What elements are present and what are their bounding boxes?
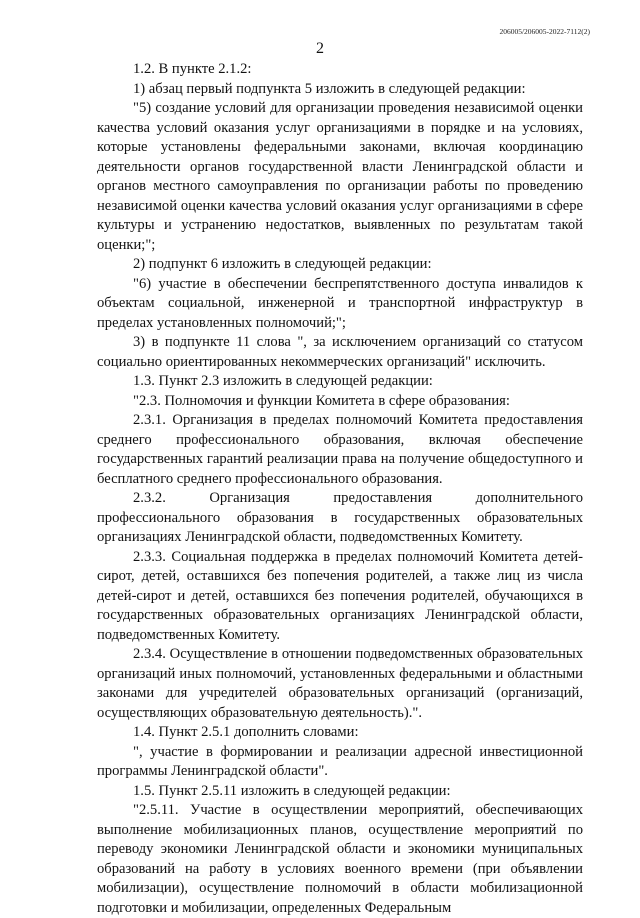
paragraph-quote-6: "6) участие в обеспечении беспрепятственного доступа инвалидов к объектам социальной, инженерной и транспортной инфраструктур в пределах установленных полномочий;"; (97, 275, 583, 331)
paragraph-1-4-addition: ", участие в формировании и реализации адресной инвестиционной программы Ленинградской области". (97, 743, 583, 779)
document-number: 206005/206005-2022-7112(2) (499, 27, 590, 36)
document-body (97, 60, 583, 918)
paragraph-subitem-2: 2) подпункт 6 изложить в следующей редакции: (133, 256, 432, 272)
paragraph-2-3-4: 2.3.4. Осуществление в отношении подведомственных образовательных организаций иных полномочий, установленных федеральными и областными законами для учредителей образовательных организаций (организаций, осуществляющих образовательную деятельность).". (97, 646, 583, 721)
paragraph-1-5: 1.5. Пункт 2.5.11 изложить в следующей редакции: (133, 782, 451, 799)
page-number: 2 (316, 40, 324, 57)
paragraph-subitem-1: 1) абзац первый подпункта 5 изложить в следующей редакции: (133, 80, 526, 97)
paragraph-2-3-2: 2.3.2. Организация предоставления дополнительного профессионального образования в государственных образовательных организациях Ленинградской области, подведомственных Комитету. (97, 490, 583, 545)
paragraph-2-3-1: 2.3.1. Организация в пределах полномочий Комитета предоставления среднего профессионального образования, включая обеспечение государственных гарантий реализации права на получение общедоступного и бесплатного среднего профессионального образования. (97, 412, 583, 487)
paragraph-1-3: 1.3. Пункт 2.3 изложить в следующей редакции: (133, 373, 433, 389)
paragraph-1-4: 1.4. Пункт 2.5.1 дополнить словами: (133, 724, 359, 740)
paragraph-subitem-3: 3) в подпункте 11 слова ", за исключением организаций со статусом социально ориентированных некоммерческих организаций" исключить. (97, 334, 583, 370)
paragraph-2-3: "2.3. Полномочия и функции Комитета в сфере образования: (133, 392, 510, 409)
paragraph-1-2: 1.2. В пункте 2.1.2: (133, 61, 252, 77)
paragraph-2-5-11: "2.5.11. Участие в осуществлении мероприятий, обеспечивающих выполнение мобилизационных планов, осуществление мероприятий по переводу экономики Ленинградской области и экономики муниципальных образований на работу в условиях военного времени (при объявлении мобилизации), осуществление полномочий в области мобилизационной подготовки и мобилизации, определенных Федеральным (97, 802, 583, 916)
paragraph-2-3-3: 2.3.3. Социальная поддержка в пределах полномочий Комитета детей-сирот, детей, оставшихся без попечения родителей, а также лиц из числа детей-сирот и детей, оставшихся без попечения родителей, обучающихся в государственных образовательных организациях Ленинградской области, подведомственных Комитету. (97, 548, 583, 643)
paragraph-quote-5: "5) создание условий для организации проведения независимой оценки качества условий оказания услуг организациями в порядке и на условиях, которые установлены федеральными законами, включая координацию деятельности органов государственной власти Ленинградской области и органов местного самоуправления по организации работы по проведению независимой оценки качества условий оказания услуг организациями в сфере культуры и устранению недостатков, выявленных по результатам такой оценки;"; (97, 100, 583, 253)
